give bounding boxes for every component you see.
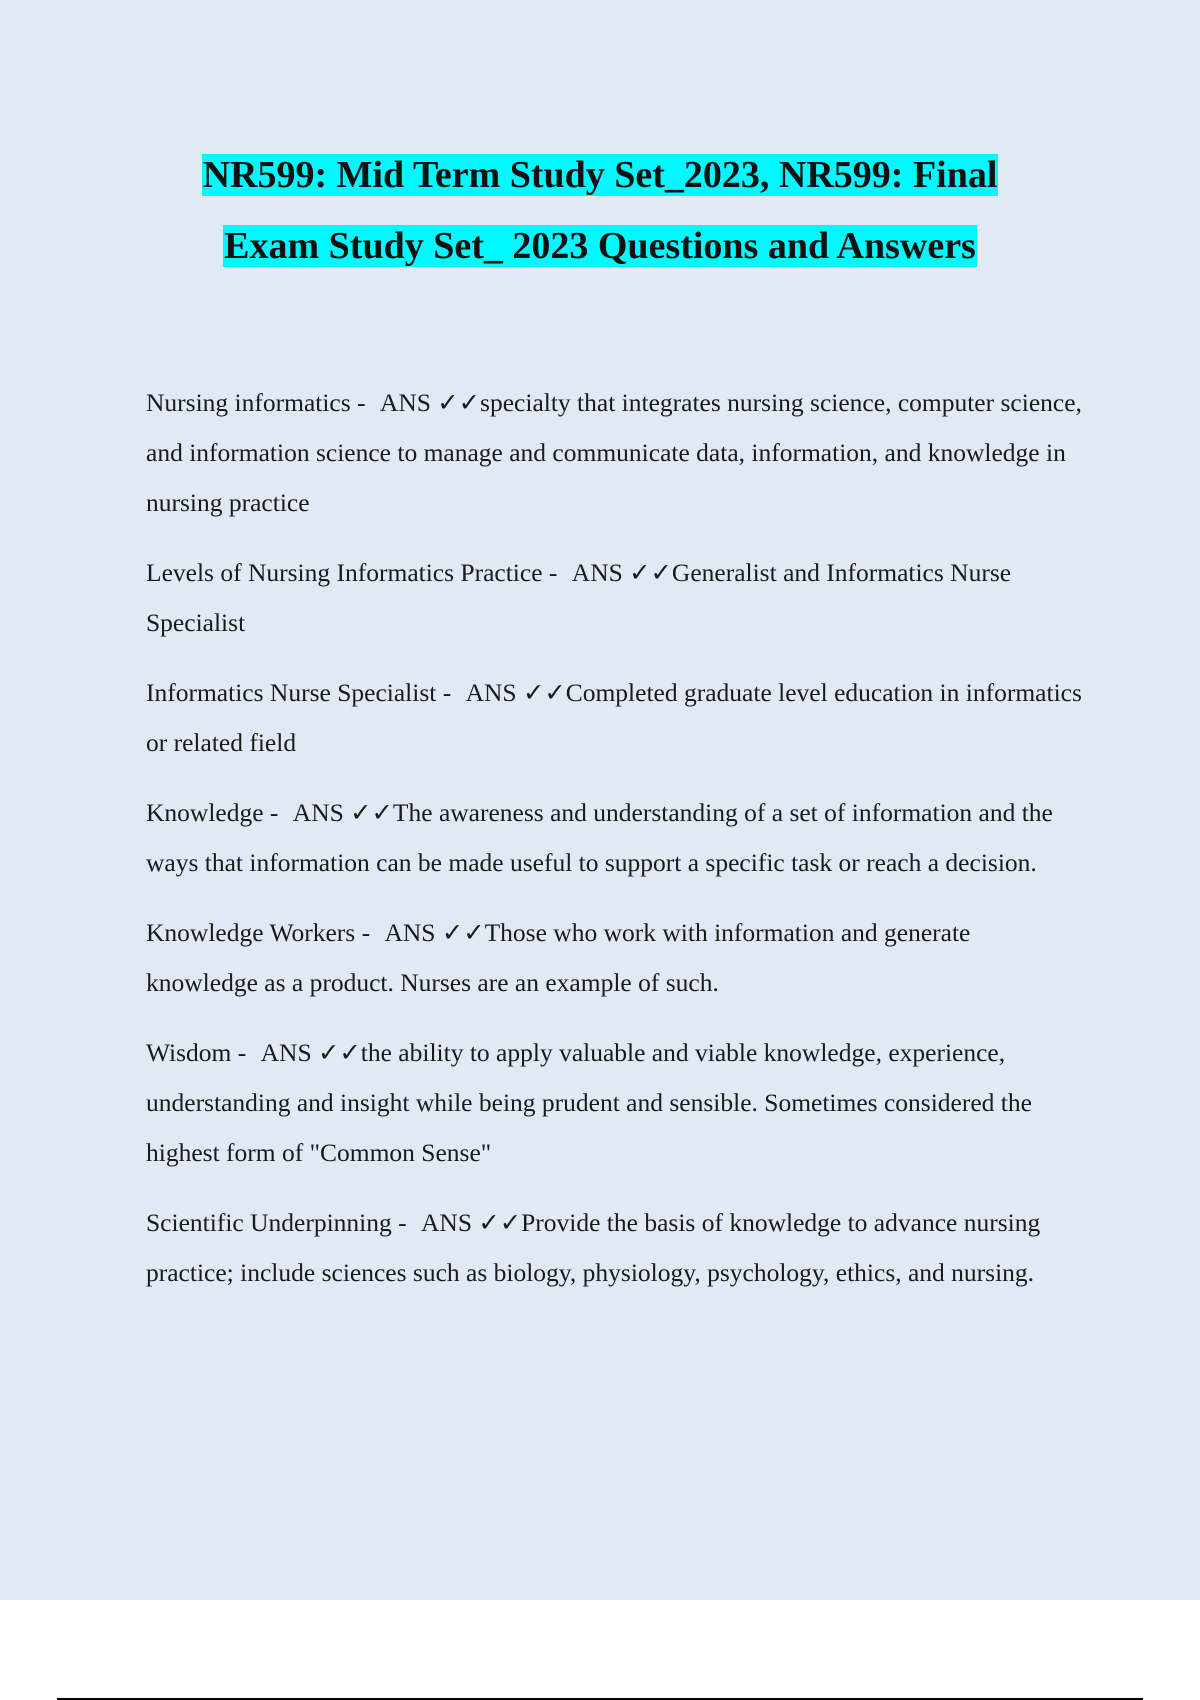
qa-list [146, 378, 1086, 1318]
entry-answer-prefix: ANS ✓✓ [465, 678, 566, 707]
qa-entry [146, 668, 1086, 768]
title-line-1: NR599: Mid Term Study Set_2023, NR599: Final [202, 154, 998, 196]
qa-entry [146, 378, 1086, 528]
qa-entry [146, 548, 1086, 648]
qa-entry [146, 908, 1086, 1008]
entry-term: Scientific Underpinning - [146, 1208, 413, 1237]
entry-definition: the ability to apply valuable and viable knowledge, experience, understanding and insight while being prudent and sensible. Sometimes considered the highest form of "Common Sense" [146, 1038, 1032, 1167]
entry-term: Levels of Nursing Informatics Practice - [146, 558, 564, 587]
entry-definition: Completed graduate level education in informatics or related field [146, 678, 1082, 757]
qa-entry [146, 1028, 1086, 1178]
qa-entry [146, 1198, 1086, 1298]
entry-answer-prefix: ANS ✓✓ [420, 1208, 522, 1237]
document-title [100, 140, 1100, 282]
entry-answer-prefix: ANS ✓✓ [260, 1038, 361, 1067]
entry-term: Informatics Nurse Specialist - [146, 678, 458, 707]
entry-term: Knowledge - [146, 798, 285, 827]
entry-term: Knowledge Workers - [146, 918, 377, 947]
entry-answer-prefix: ANS ✓✓ [384, 918, 485, 947]
entry-definition: specialty that integrates nursing science, computer science, and information science to manage and communicate data, information, and knowledge in nursing practice [146, 388, 1082, 517]
entry-definition: Provide the basis of knowledge to advance nursing practice; include sciences such as biology, physiology, psychology, ethics, and nursing. [146, 1208, 1041, 1287]
entry-answer-prefix: ANS ✓✓ [379, 388, 481, 417]
entry-definition: The awareness and understanding of a set of information and the ways that information can be made useful to support a specific task or reach a decision. [146, 798, 1053, 877]
entry-definition: Generalist and Informatics Nurse Specialist [146, 558, 1012, 637]
qa-entry [146, 788, 1086, 888]
entry-answer-prefix: ANS ✓✓ [292, 798, 393, 827]
entry-term: Wisdom - [146, 1038, 253, 1067]
entry-definition: Those who work with information and generate knowledge as a product. Nurses are an example of such. [146, 918, 971, 997]
entry-answer-prefix: ANS ✓✓ [571, 558, 672, 587]
entry-term: Nursing informatics - [146, 388, 372, 417]
title-line-2: Exam Study Set_ 2023 Questions and Answers [224, 225, 976, 267]
